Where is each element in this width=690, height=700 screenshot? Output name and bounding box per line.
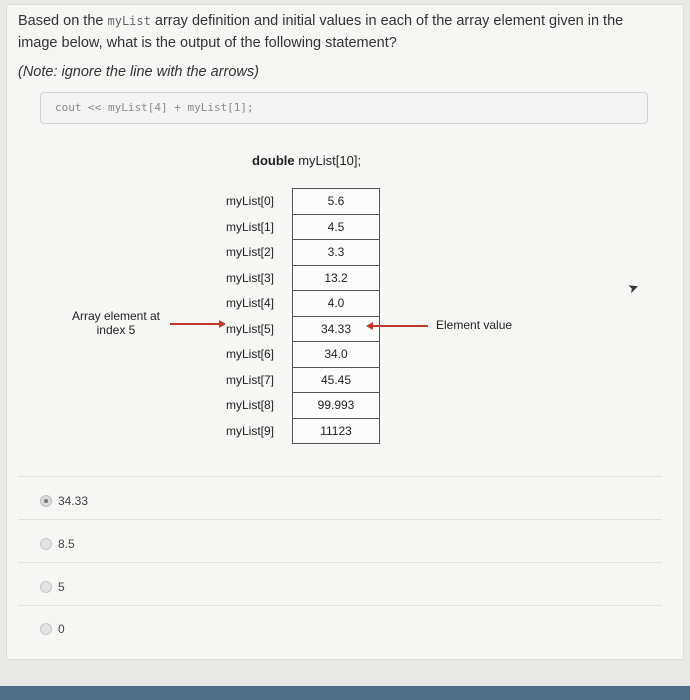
question-note: (Note: ignore the line with the arrows): [18, 64, 259, 80]
array-element-value: 3.3: [293, 240, 380, 266]
radio-icon[interactable]: [40, 538, 52, 550]
array-figure-table: [224, 188, 380, 444]
array-row: [224, 240, 380, 266]
index-arrow-line: [170, 323, 220, 325]
array-element-name: myList[0]: [226, 194, 275, 209]
array-row: [224, 214, 380, 240]
index-label: Array element at index 5: [71, 309, 161, 337]
answer-option[interactable]: [40, 580, 65, 594]
array-row: [224, 393, 380, 419]
array-row: [224, 342, 380, 368]
array-element-name: myList[4]: [226, 296, 275, 311]
question-part2: array definition and initial values in each of the array element given in the image below, what is the output of the following statement?: [18, 13, 624, 51]
answer-option-label: 8.5: [58, 537, 75, 551]
array-element-value: 4.5: [293, 214, 380, 240]
array-row: [224, 367, 380, 393]
array-row: [224, 189, 380, 215]
array-row: [224, 291, 380, 317]
array-row: [224, 316, 380, 342]
array-element-value: 34.0: [293, 342, 380, 368]
question-part1: Based on the: [18, 13, 108, 29]
answer-option[interactable]: [40, 537, 75, 551]
array-element-name: myList[5]: [226, 321, 275, 336]
array-element-name: myList[1]: [226, 219, 275, 234]
array-element-value: 34.33: [293, 316, 380, 342]
value-arrow-line: [372, 325, 428, 327]
options-divider: [18, 562, 662, 563]
array-element-name: myList[2]: [226, 245, 275, 260]
array-row: [224, 418, 380, 444]
answer-option[interactable]: [40, 622, 65, 636]
array-element-value: 45.45: [293, 367, 380, 393]
array-element-value: 5.6: [293, 189, 380, 215]
options-divider: [18, 605, 662, 606]
radio-icon[interactable]: [40, 581, 52, 593]
array-element-name: myList[6]: [226, 347, 275, 362]
array-element-value: 11123: [293, 418, 380, 444]
answer-option-label: 0: [58, 622, 65, 636]
declaration-name: myList[10];: [294, 153, 362, 168]
radio-icon[interactable]: [40, 623, 52, 635]
answer-option[interactable]: [40, 494, 88, 508]
question-code-word: myList: [107, 14, 151, 28]
index-arrowhead-icon: [219, 320, 226, 328]
array-declaration: [252, 153, 361, 168]
array-element-name: myList[7]: [226, 372, 275, 387]
array-element-value: 99.993: [293, 393, 380, 419]
answer-option-label: 5: [58, 580, 65, 594]
element-value-label: Element value: [436, 318, 513, 332]
question-text: [18, 10, 658, 54]
array-element-value: 4.0: [293, 291, 380, 317]
array-element-name: myList[3]: [226, 270, 275, 285]
code-statement-box: cout << myList[4] + myList[1];: [40, 92, 648, 124]
array-element-name: myList[8]: [226, 398, 275, 413]
answer-option-label: 34.33: [58, 494, 89, 508]
declaration-type: double: [252, 153, 295, 168]
options-divider: [18, 476, 662, 477]
array-element-name: myList[9]: [226, 423, 275, 438]
bottom-taskbar: [0, 686, 690, 700]
value-arrowhead-icon: [366, 322, 373, 330]
options-divider: [18, 519, 662, 520]
array-row: [224, 265, 380, 291]
mouse-cursor-icon: ➤: [625, 278, 641, 297]
radio-selected-icon[interactable]: [40, 495, 52, 507]
array-element-value: 13.2: [293, 265, 380, 291]
